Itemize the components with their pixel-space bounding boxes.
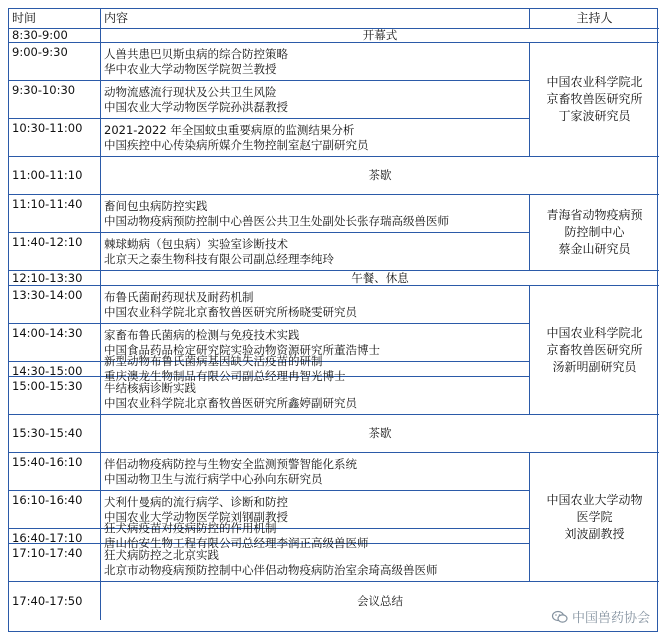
talk-title: 新型动物布鲁氏菌病基因缺失活疫苗的研制 [104, 354, 323, 368]
talk-cell [101, 119, 530, 157]
host-org-line: 防控制中心 [564, 225, 625, 239]
host-org-line: 京畜牧兽医研究所 [546, 92, 643, 106]
talk-cell [101, 354, 530, 383]
wechat-icon [552, 610, 568, 624]
session-time: 8:30-9:00 [9, 29, 101, 43]
talk-speaker: 中国农业大学动物医学院孙洪磊教授 [104, 99, 288, 114]
talk-title: 牛结核病诊断实践 [104, 380, 196, 395]
host-cell [530, 453, 659, 582]
session-time: 14:00-14:30 [9, 324, 101, 362]
talk-cell [101, 453, 530, 491]
talk-title: 动物流感流行现状及公共卫生风险 [104, 84, 277, 99]
host-name: 汤新明副研究员 [552, 359, 637, 374]
host-org-line: 京畜牧兽医研究所 [546, 342, 643, 357]
session-time: 16:10-16:40 [9, 491, 101, 529]
talk-title: 狂犬病疫苗对疫病防控的作用机制 [104, 521, 277, 535]
session-label: 午餐、休息 [101, 271, 659, 286]
talk-speaker: 中国动物疫病预防控制中心兽医公共卫生处副处长张存瑞高级兽医师 [104, 213, 449, 228]
header-content: 内容 [101, 9, 530, 29]
host-name: 丁家波研究员 [558, 109, 631, 123]
talk-speaker: 中国农业大学动物医学院刘钢副教授 [104, 509, 288, 524]
talk-title: 2021-2022 年全国蚊虫重要病原的监测结果分析 [104, 122, 355, 137]
session-time: 9:00-9:30 [9, 43, 101, 81]
session-time: 12:10-13:30 [9, 271, 101, 286]
schedule-table [8, 8, 658, 632]
host-name: 刘波副教授 [564, 526, 625, 541]
talk-speaker: 中国动物卫生与流行病学中心孙向东研究员 [104, 471, 323, 486]
talk-speaker: 中国疾控中心传染病所媒介生物控制室赵宁副研究员 [104, 137, 369, 152]
header-host: 主持人 [530, 9, 659, 29]
talk-title: 狂犬病防控之北京实践 [104, 547, 219, 562]
watermark-text: 中国兽药协会 [571, 611, 650, 626]
talk-cell [101, 544, 530, 582]
host-cell [530, 195, 659, 271]
talk-speaker: 中国农业科学院北京畜牧兽医研究所鑫婷副研究员 [104, 395, 357, 410]
host-org-line: 医学院 [576, 509, 613, 524]
session-time: 17:40-17:50 [9, 582, 101, 620]
session-time: 9:30-10:30 [9, 81, 101, 119]
talk-speaker: 唐山怡安生物工程有限公司总经理李润正高级兽医师 [104, 536, 369, 550]
host-org-line: 中国农业科学院北 [546, 325, 643, 340]
talk-title: 人兽共患巴贝斯虫病的综合防控策略 [104, 46, 288, 61]
talk-cell [101, 43, 530, 81]
session-time: 15:40-16:10 [9, 453, 101, 491]
session-time: 11:10-11:40 [9, 195, 101, 233]
talk-title: 家畜布鲁氏菌病的检测与免疫技术实践 [104, 327, 300, 342]
talk-cell [101, 233, 530, 271]
talk-speaker: 中国食品药品检定研究院实验动物资源研究所董浩博士 [104, 342, 380, 357]
session-label: 茶歇 [101, 157, 659, 195]
talk-speaker: 华中农业大学动物医学院贺兰教授 [104, 61, 277, 76]
host-org-line: 中国农业科学院北 [546, 75, 643, 89]
session-label: 会议总结 [357, 593, 403, 608]
talk-title: 棘球蚴病（包虫病）实验室诊断技术 [104, 236, 288, 251]
talk-cell [101, 81, 530, 119]
talk-cell [101, 521, 530, 550]
session-time: 15:30-15:40 [9, 415, 101, 453]
talk-cell [101, 195, 530, 233]
talk-cell [101, 286, 530, 324]
talk-title: 布鲁氏菌耐药现状及耐药机制 [104, 289, 254, 304]
session-label: 开幕式 [101, 29, 659, 43]
talk-speaker: 重庆澳龙生物制品有限公司副总经理冉智光博士 [104, 369, 346, 383]
session-time: 14:30-15:00 [9, 362, 101, 377]
header-time: 时间 [9, 9, 101, 29]
host-org-line: 中国农业大学动物 [546, 492, 643, 507]
talk-title: 犬利什曼病的流行病学、诊断和防控 [104, 494, 288, 509]
talk-speaker: 中国农业科学院北京畜牧兽医研究所杨晓雯研究员 [104, 304, 357, 319]
host-name: 蔡金山研究员 [558, 242, 631, 256]
session-time: 11:40-12:10 [9, 233, 101, 271]
session-label: 茶歇 [101, 415, 659, 453]
talk-cell [101, 377, 530, 415]
session-time: 11:00-11:10 [9, 157, 101, 195]
session-time: 15:00-15:30 [9, 377, 101, 415]
talk-title: 畜间包虫病防控实践 [104, 198, 208, 213]
talk-title: 伴侣动物疫病防控与生物安全监测预警智能化系统 [104, 456, 357, 471]
watermark [552, 607, 650, 626]
host-org-line: 青海省动物疫病预 [546, 208, 643, 222]
talk-speaker: 北京市动物疫病预防控制中心伴侣动物疫病防治室余琦高级兽医师 [104, 562, 438, 577]
host-cell [530, 286, 659, 415]
session-time: 13:30-14:00 [9, 286, 101, 324]
session-time: 10:30-11:00 [9, 119, 101, 157]
session-time: 17:10-17:40 [9, 544, 101, 582]
talk-speaker: 北京天之泰生物科技有限公司副总经理李纯玲 [104, 251, 334, 266]
session-time: 16:40-17:10 [9, 529, 101, 544]
host-cell [530, 43, 659, 157]
